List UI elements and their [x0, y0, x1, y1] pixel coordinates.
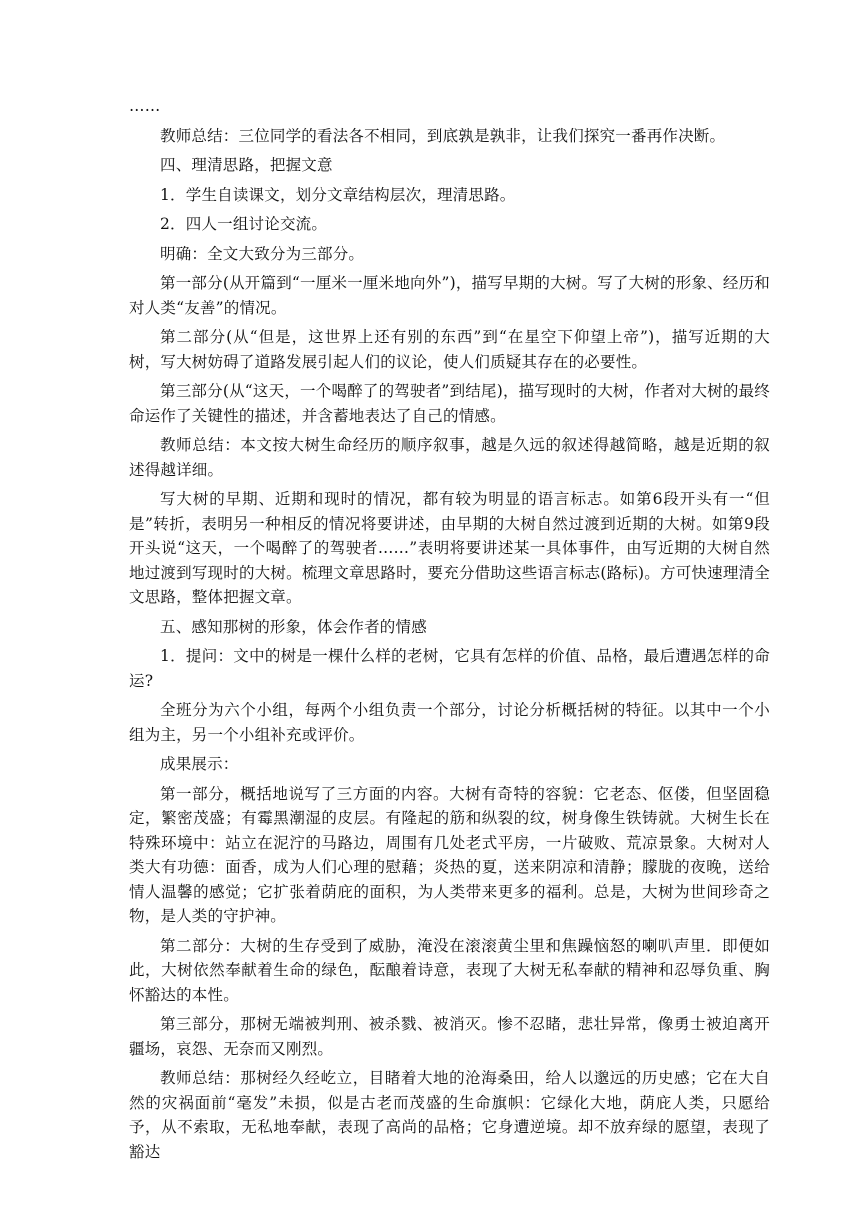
- result-part-two-paragraph: 第二部分：大树的生存受到了威胁，淹没在滚滚黄尘里和焦躁恼怒的喇叭声里．即便如此，大树依然奉献着生命的绿色，酝酿着诗意，表现了大树无私奉献的精神和忍辱负重、胸怀豁达的本性。: [129, 936, 770, 1004]
- teacher-summary-paragraph: 教师总结：本文按大树生命经历的顺序叙事，越是久远的叙述得越简略，越是近期的叙述得越详细。: [129, 436, 770, 479]
- part-two-paragraph: 第二部分(从“但是，这世界上还有别的东西”到“在星空下仰望上帝”)，描写近期的大树，写大树妨碍了道路发展引起人们的议论，使人们质疑其存在的必要性。: [129, 328, 770, 371]
- document-body: [129, 94, 770, 1169]
- teacher-summary-paragraph: 教师总结：那树经久经屹立，目睹着大地的沧海桑田，给人以邈远的历史感；它在大自然的灾祸面前“毫发”未损，似是古老而茂盛的生命旗帜：它绿化大地，荫庇人类，只愿给予，从不索取，无私地奉献，表现了高尚的品格；它身遭逆境。却不放弃绿的愿望，表现了豁达: [129, 1069, 770, 1161]
- section-heading-5: 五、感知那树的形象，体会作者的情感: [160, 617, 427, 636]
- teacher-summary-paragraph: 教师总结：三位同学的看法各不相同，到底孰是孰非，让我们探究一番再作决断。: [160, 126, 726, 145]
- ellipsis-line: ……: [129, 97, 161, 115]
- question-paragraph: 1．提问：文中的树是一棵什么样的老树，它具有怎样的价值、品格，最后遭遇怎样的命运?: [129, 647, 770, 690]
- part-one-paragraph: 第一部分(从开篇到“一厘米一厘米地向外”)，描写早期的大树。写了大树的形象、经历和对人类“友善”的情况。: [129, 274, 770, 317]
- clarification-paragraph: 明确：全文大致分为三部分。: [160, 244, 365, 263]
- list-item-2: 2．四人一组讨论交流。: [160, 215, 328, 233]
- language-markers-paragraph: 写大树的早期、近期和现时的情况，都有较为明显的语言标志。如第6段开头有一“但是”转折，表明另一种相反的情况将要讲述，由早期的大树自然过渡到近期的大树。如第9段开头说“这天，一个喝醉了的驾驶者……”表明将要讲述某一具体事件，由写近期的大树自然地过渡到写现时的大树。梳理文章思路时，要充分借助这些语言标志(路标)。方可快速理清全文思路，整体把握文章。: [129, 490, 770, 606]
- results-label: 成果展示：: [160, 755, 239, 773]
- section-heading-4: 四、理清思路，把握文意: [160, 156, 333, 174]
- result-part-three-paragraph: 第三部分，那树无端被判刑、被杀戮、被消灭。惨不忍睹，悲壮异常，像勇士被迫离开疆场，哀怨、无奈而又刚烈。: [129, 1015, 770, 1058]
- list-item-1: 1．学生自读课文，划分文章结构层次，理清思路。: [160, 185, 516, 204]
- result-part-one-paragraph: 第一部分，概括地说写了三方面的内容。大树有奇特的容貌：它老态、伛偻，但坚固稳定，繁密茂盛；有霉黑潮湿的皮层。有隆起的筋和纵裂的纹，树身像生铁铸就。大树生长在特殊环境中：站立在泥泞的马路边，周围有几处老式平房，一片破败、荒凉景象。大树对人类大有功德：面香，成为人们心理的慰藉；炎热的夏，送来阴凉和清静；朦胧的夜晚，送给情人温馨的感觉；它扩张着荫庇的面积，为人类带来更多的福利。总是，大树为世间珍奇之物，是人类的守护神。: [129, 784, 770, 925]
- part-three-paragraph: 第三部分(从“这天，一个喝醉了的驾驶者”到结尾)，描写现时的大树，作者对大树的最终命运作了关键性的描述，并含蓄地表达了自己的情感。: [129, 382, 770, 425]
- group-task-paragraph: 全班分为六个小组，每两个小组负责一个部分，讨论分析概括树的特征。以其中一个小组为主，另一个小组补充或评价。: [129, 701, 770, 744]
